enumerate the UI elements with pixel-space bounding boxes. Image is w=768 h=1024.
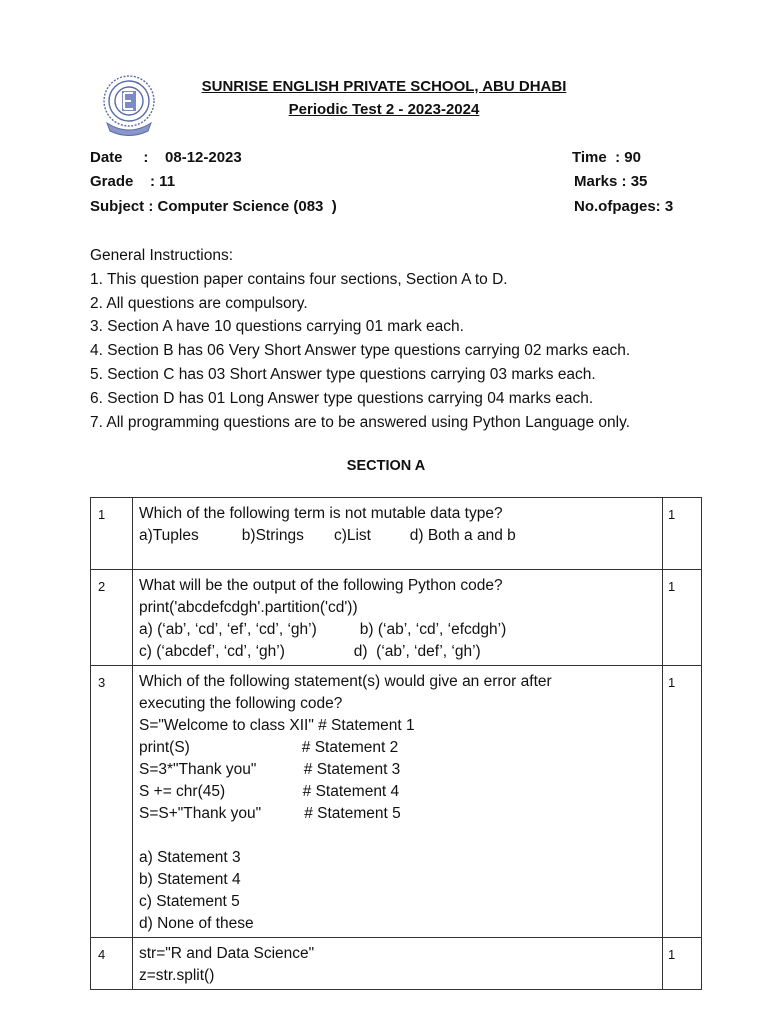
question-mark: 1 [663,498,702,570]
marks-field: Marks : 35 [574,173,648,190]
question-line: c) Statement 5 [139,893,240,910]
question-line: str="R and Data Science" [139,945,315,962]
question-line: S=S+"Thank you" # Statement 5 [139,805,401,822]
section-a-title: SECTION A [346,458,426,474]
question-line: S=3*"Thank you" # Statement 3 [139,761,401,778]
test-title: Periodic Test 2 - 2023-2024 [288,101,480,118]
pages-field: No.ofpages: 3 [574,198,674,215]
instructions-heading: General Instructions: [90,247,234,264]
question-row [91,498,702,570]
instruction-item: 6. Section D has 01 Long Answer type questions carrying 04 marks each. [90,389,594,407]
question-line: b) Statement 4 [139,871,241,888]
question-line: d) None of these [139,915,254,932]
question-line: a) Statement 3 [139,849,241,866]
question-line: z=str.split() [139,967,215,984]
subject-field: Subject : Computer Science (083 ) [90,198,337,215]
instruction-item: 1. This question paper contains four sections, Section A to D. [90,270,508,288]
question-row [91,666,702,938]
question-line [139,825,656,847]
question-mark: 1 [663,570,702,666]
question-line: S="Welcome to class XII" # Statement 1 [139,717,415,734]
school-name: SUNRISE ENGLISH PRIVATE SCHOOL, ABU DHABI [201,78,567,95]
question-line: a) (‘ab’, ‘cd’, ‘ef’, ‘cd’, ‘gh’) b) (‘ab’, ‘cd’, ‘efcdgh’) [139,621,507,638]
question-number: 3 [91,666,133,938]
instruction-item: 7. All programming questions are to be answered using Python Language only. [90,413,630,431]
question-number: 2 [91,570,133,666]
grade-field: Grade : 11 [90,173,176,190]
instruction-item: 3. Section A have 10 questions carrying 01 mark each. [90,318,464,336]
instruction-item: 4. Section B has 06 Very Short Answer type questions carrying 02 marks each. [90,342,631,360]
question-line: S += chr(45) # Statement 4 [139,783,400,800]
question-line: c) (‘abcdef’, ‘cd’, ‘gh’) d) (‘ab’, ‘def’, ‘gh’) [139,643,481,660]
question-line: a)Tuples b)Strings c)List d) Both a and b [139,527,516,544]
question-line: Which of the following statement(s) would give an error after [139,673,552,690]
question-body [133,938,663,990]
question-line: executing the following code? [139,695,343,712]
question-line: What will be the output of the following Python code? [139,577,503,594]
time-field: Time : 90 [572,149,641,166]
question-line: Which of the following term is not mutable data type? [139,505,503,522]
question-mark: 1 [663,938,702,990]
date-field: Date : 08-12-2023 [90,149,242,166]
question-row [91,570,702,666]
questions-table [90,497,702,990]
question-number: 4 [91,938,133,990]
question-number: 1 [91,498,133,570]
question-line: print('abcdefcdgh'.partition('cd')) [139,599,358,616]
question-body [133,666,663,938]
question-mark: 1 [663,666,702,938]
general-instructions [90,244,630,434]
instruction-item: 5. Section C has 03 Short Answer type questions carrying 03 marks each. [90,365,596,383]
question-body [133,570,663,666]
question-body [133,498,663,570]
question-row [91,938,702,990]
instruction-item: 2. All questions are compulsory. [90,294,308,312]
question-line: print(S) # Statement 2 [139,739,399,756]
